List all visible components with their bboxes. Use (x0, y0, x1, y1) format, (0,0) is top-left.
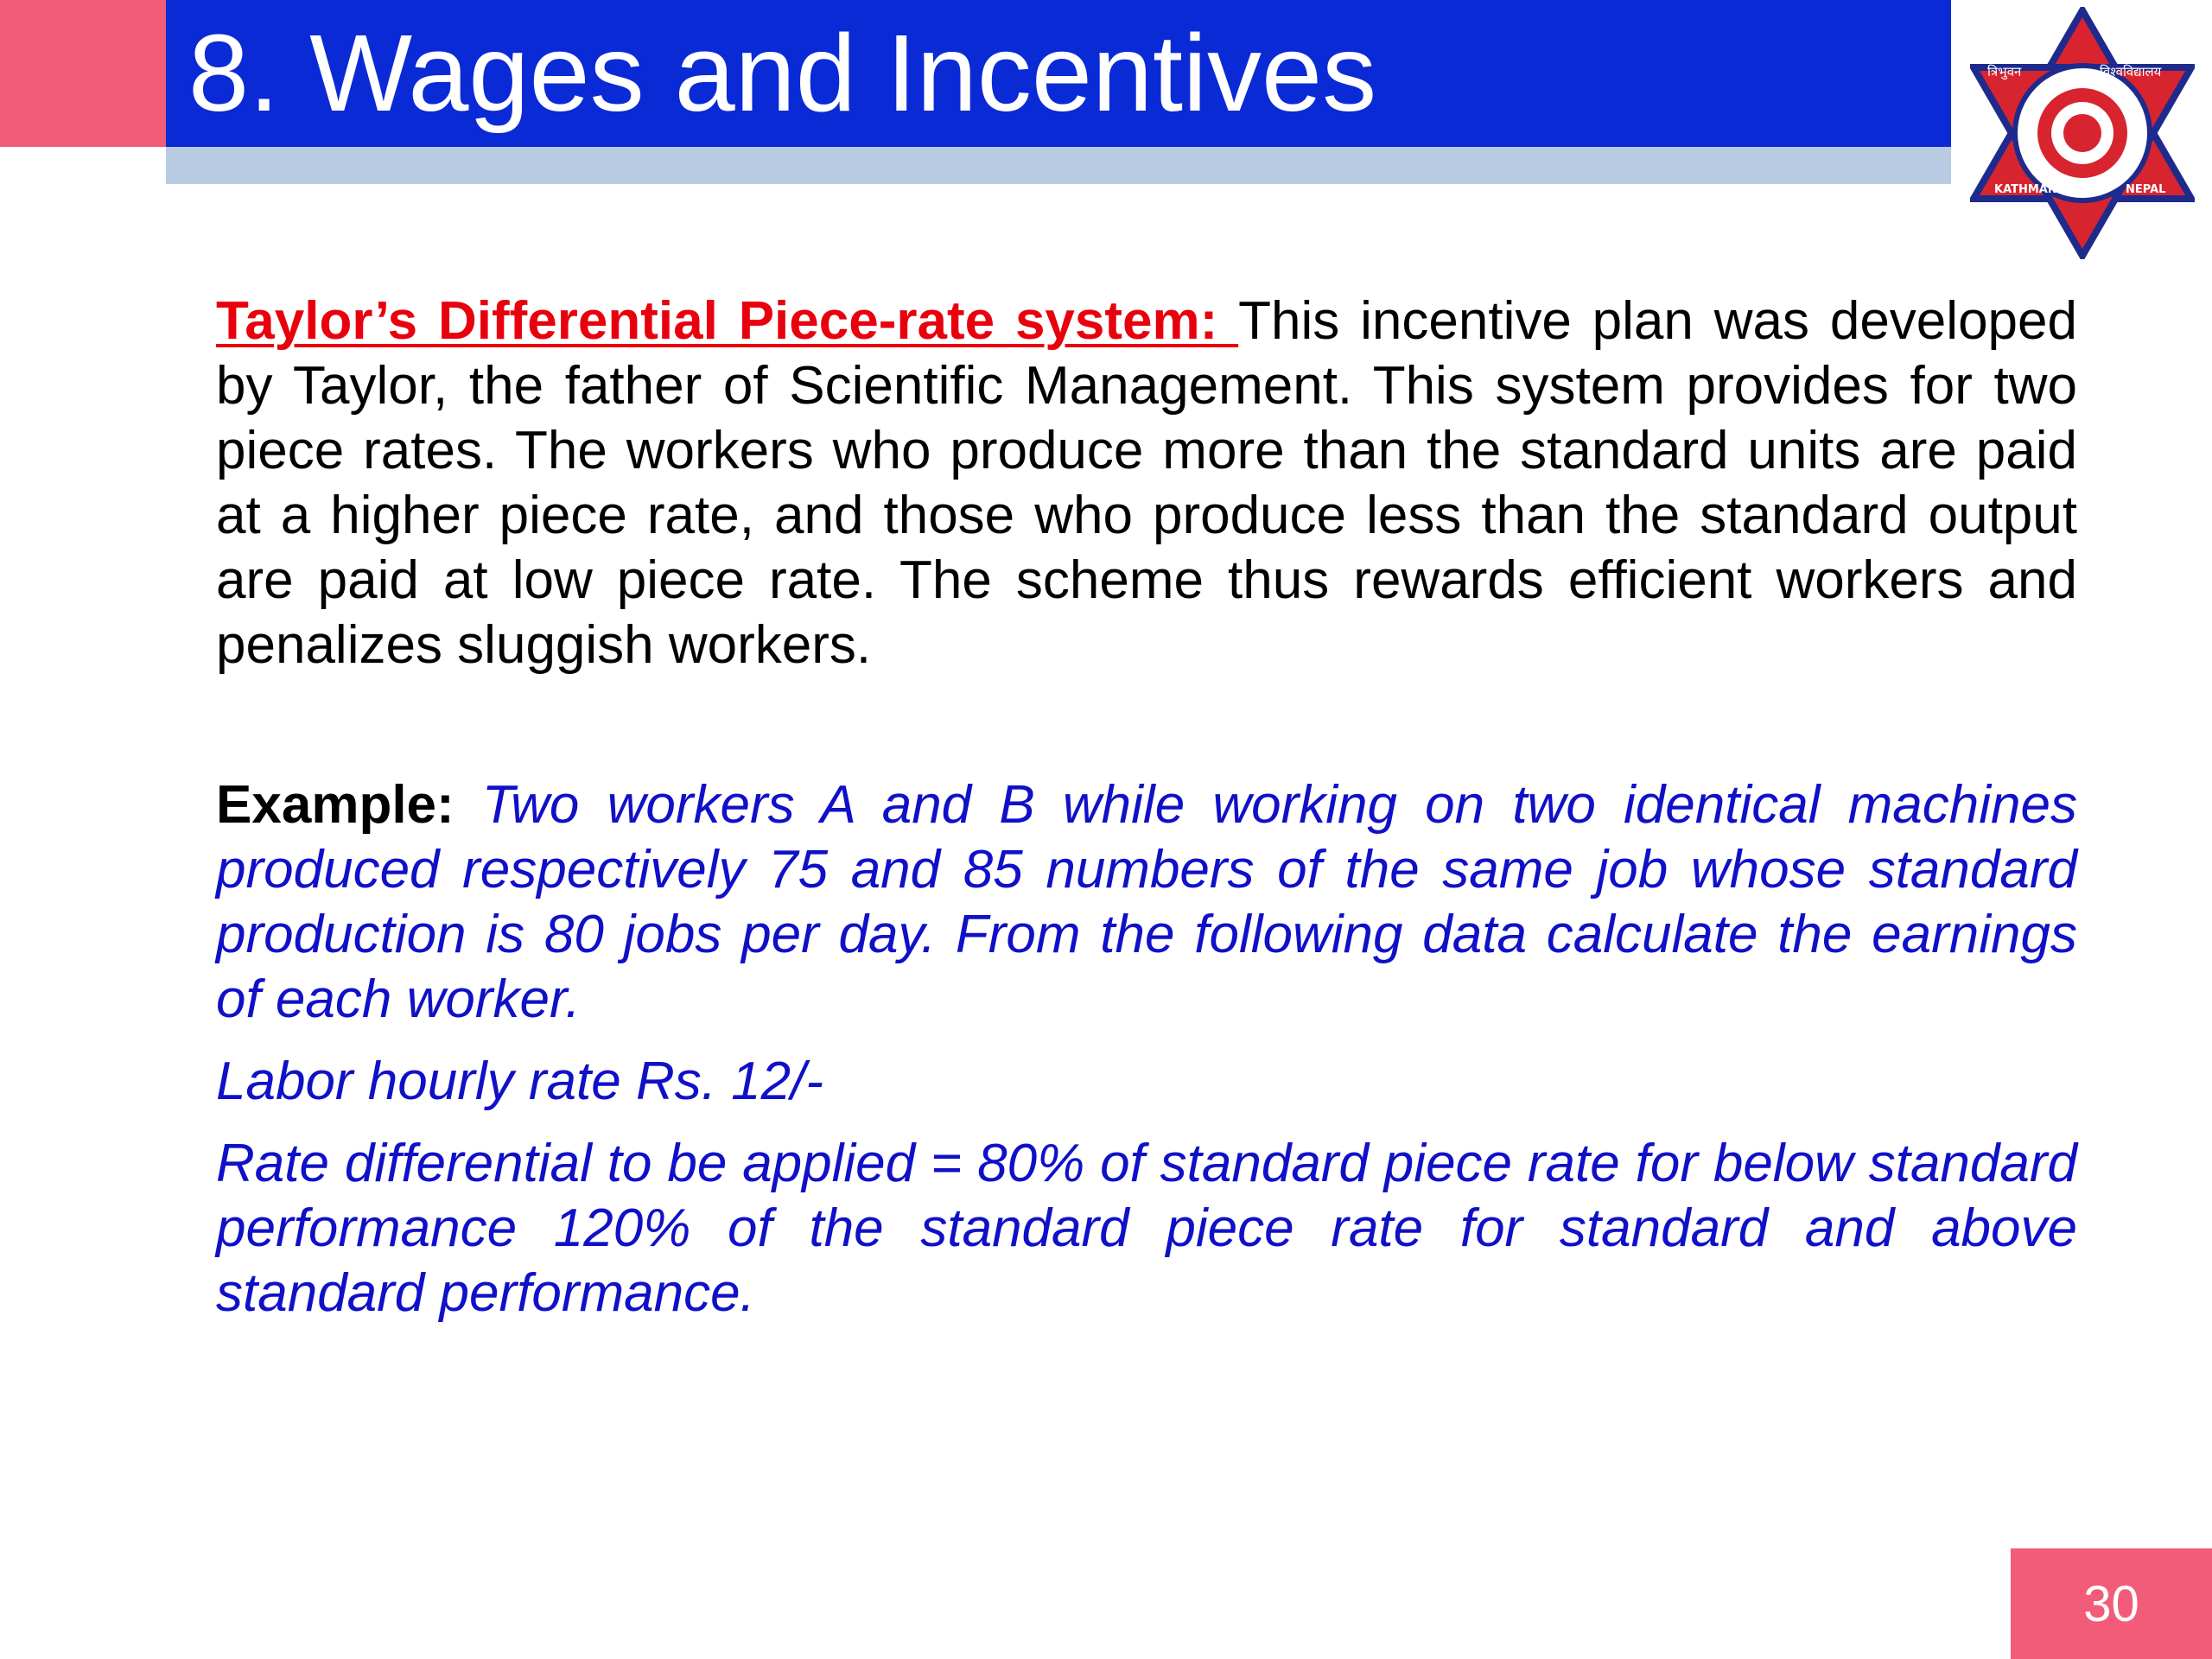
university-logo (1970, 7, 2195, 259)
title-accent-block (0, 0, 166, 147)
example-paragraph (216, 772, 2077, 1032)
page-number: 30 (2083, 1575, 2139, 1632)
logo-text-bottom-left: KATHMANDU (1994, 183, 2076, 196)
taylor-body: This incentive plan was developed by Taylor, the father of Scientific Management. This system provides for two piece rates. The workers who produce more than the standard units are paid at a higher piece rate, and those who produce less than the standard output are paid at low piece rate. The scheme thus rewards efficient workers and penalizes sluggish workers. (216, 291, 2077, 675)
logo-text-top-left: त्रिभुवन (1987, 64, 2022, 79)
hourly-rate: Labor hourly rate Rs. 12/- (216, 1052, 824, 1111)
rate-differential: Rate differential to be applied = 80% of standard piece rate for below standard performance 120% of the standard piece rate for standard and above standard performance. (216, 1134, 2077, 1323)
taylor-paragraph (216, 289, 2077, 677)
logo-text-bottom-right: NEPAL (2126, 183, 2166, 196)
slide-title: 8. Wages and Incentives (188, 12, 1377, 134)
taylor-heading: Taylor’s Differential Piece-rate system: (216, 291, 1239, 351)
logo-text-top-right: विश्वविद्यालय (2100, 64, 2162, 79)
example-text: Two workers A and B while working on two identical machines produced respectively 75 and 85 numbers of the same job whose standard production is 80 jobs per day. From the following data calculate the earnings of each worker. (216, 775, 2077, 1029)
title-bar-shadow (166, 147, 1951, 184)
page-number-badge (2011, 1548, 2212, 1659)
example-label: Example: (216, 775, 454, 835)
slide-content (216, 289, 2077, 1325)
